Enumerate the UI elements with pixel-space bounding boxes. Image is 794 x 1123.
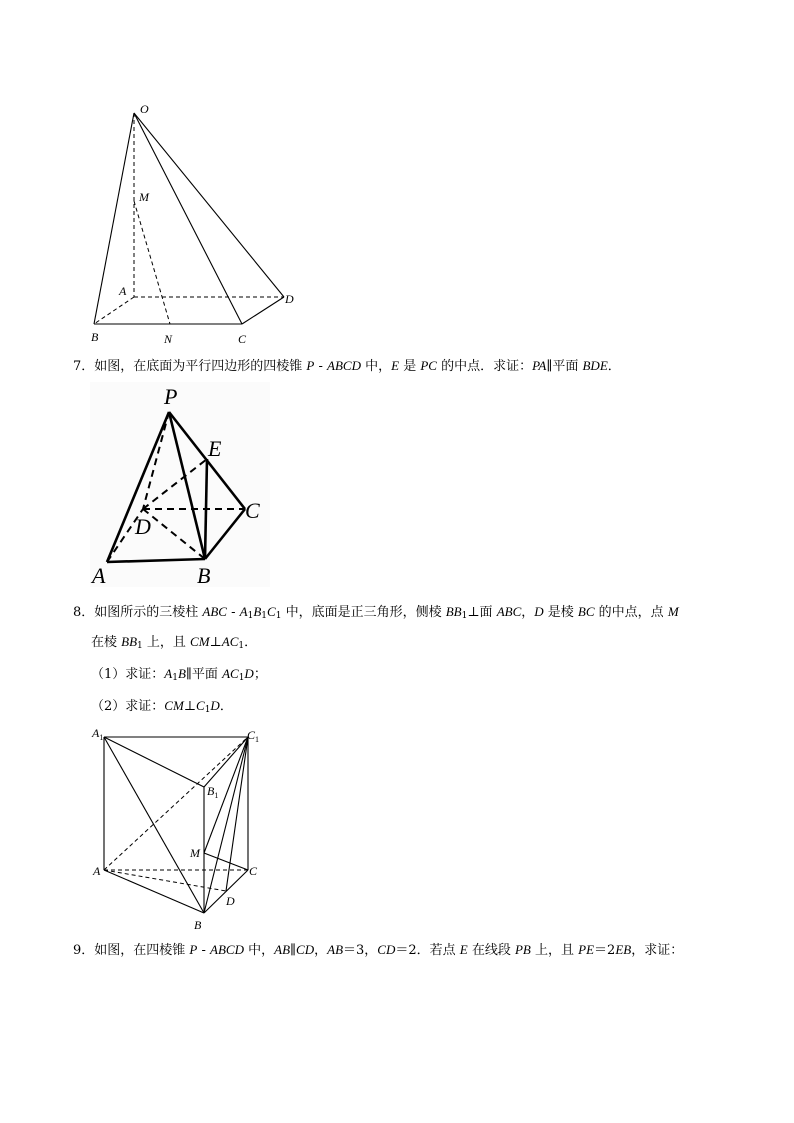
question-8-line-1: 8．如图所示的三棱柱 ABC - $A_1B_1C_1$ 中，底面是正三角形，侧棱 $BB_1\perp$面 ABC，D 是棱 BC 的中点，点 M [73,604,679,621]
edge-ab [104,870,204,913]
label-c: C [249,864,258,878]
question-9-text: 9．如图，在四棱锥 P - ABCD 中，AB∥CD，AB＝3，CD＝2．若点 E 在线段 PB 上，且 PE＝2EB，求证： [73,942,684,958]
edge-oc [134,113,242,324]
label-e: E [208,436,222,461]
label-b: B [194,918,202,932]
prism-figure [88,722,273,932]
label-a: A [92,563,106,588]
segment-mn-hidden [134,201,170,324]
figure-background [90,382,270,587]
question-7-text: 7．如图，在底面为平行四边形的四棱锥 P - ABCD 中，E 是 PC 的中点．求证：PA∥平面 BDE． [73,358,621,374]
label-a: A [93,864,101,878]
edge-cd [242,297,284,324]
label-b: B [91,330,99,344]
label-o: O [140,102,149,116]
question-number: 8． [73,605,95,620]
pyramid-figure-pabcd [90,382,270,587]
question-number: 9． [73,943,95,958]
label-b: B [197,563,211,588]
question-8-part-2: （2）求证：$CM\perp C_1D$． [91,698,233,715]
question-number: 7． [73,359,95,374]
edge-a1b1 [104,737,204,787]
edge-od [134,113,284,297]
segment-cm [204,853,248,870]
label-d: D [285,292,294,306]
label-a: A [119,284,127,298]
question-8-line-2: 在棱 $BB_1$ 上，且 $CM\perp AC_1$． [91,634,258,651]
segment-ad-hidden [104,870,226,891]
label-a1: $A_1$ [92,726,104,742]
edge-ab-hidden [94,297,134,324]
label-b1: $B_1$ [207,784,219,800]
edge-ob [94,113,134,324]
label-n: N [164,332,173,346]
label-c: C [238,332,247,346]
question-8-part-1: （1）求证：$A_1B\parallel$平面 $AC_1D$； [91,666,267,683]
pyramid-figure-oabcd [80,95,310,350]
segment-ac1-hidden [104,737,248,870]
segment-a1b [104,737,204,913]
label-m: M [190,846,200,860]
label-c: C [245,498,260,523]
segment-c1b [204,737,248,913]
label-d: D [135,514,151,539]
label-m: M [139,190,149,204]
label-p: P [164,384,178,409]
label-d: D [226,894,235,908]
label-c1: $C_1$ [247,728,260,744]
